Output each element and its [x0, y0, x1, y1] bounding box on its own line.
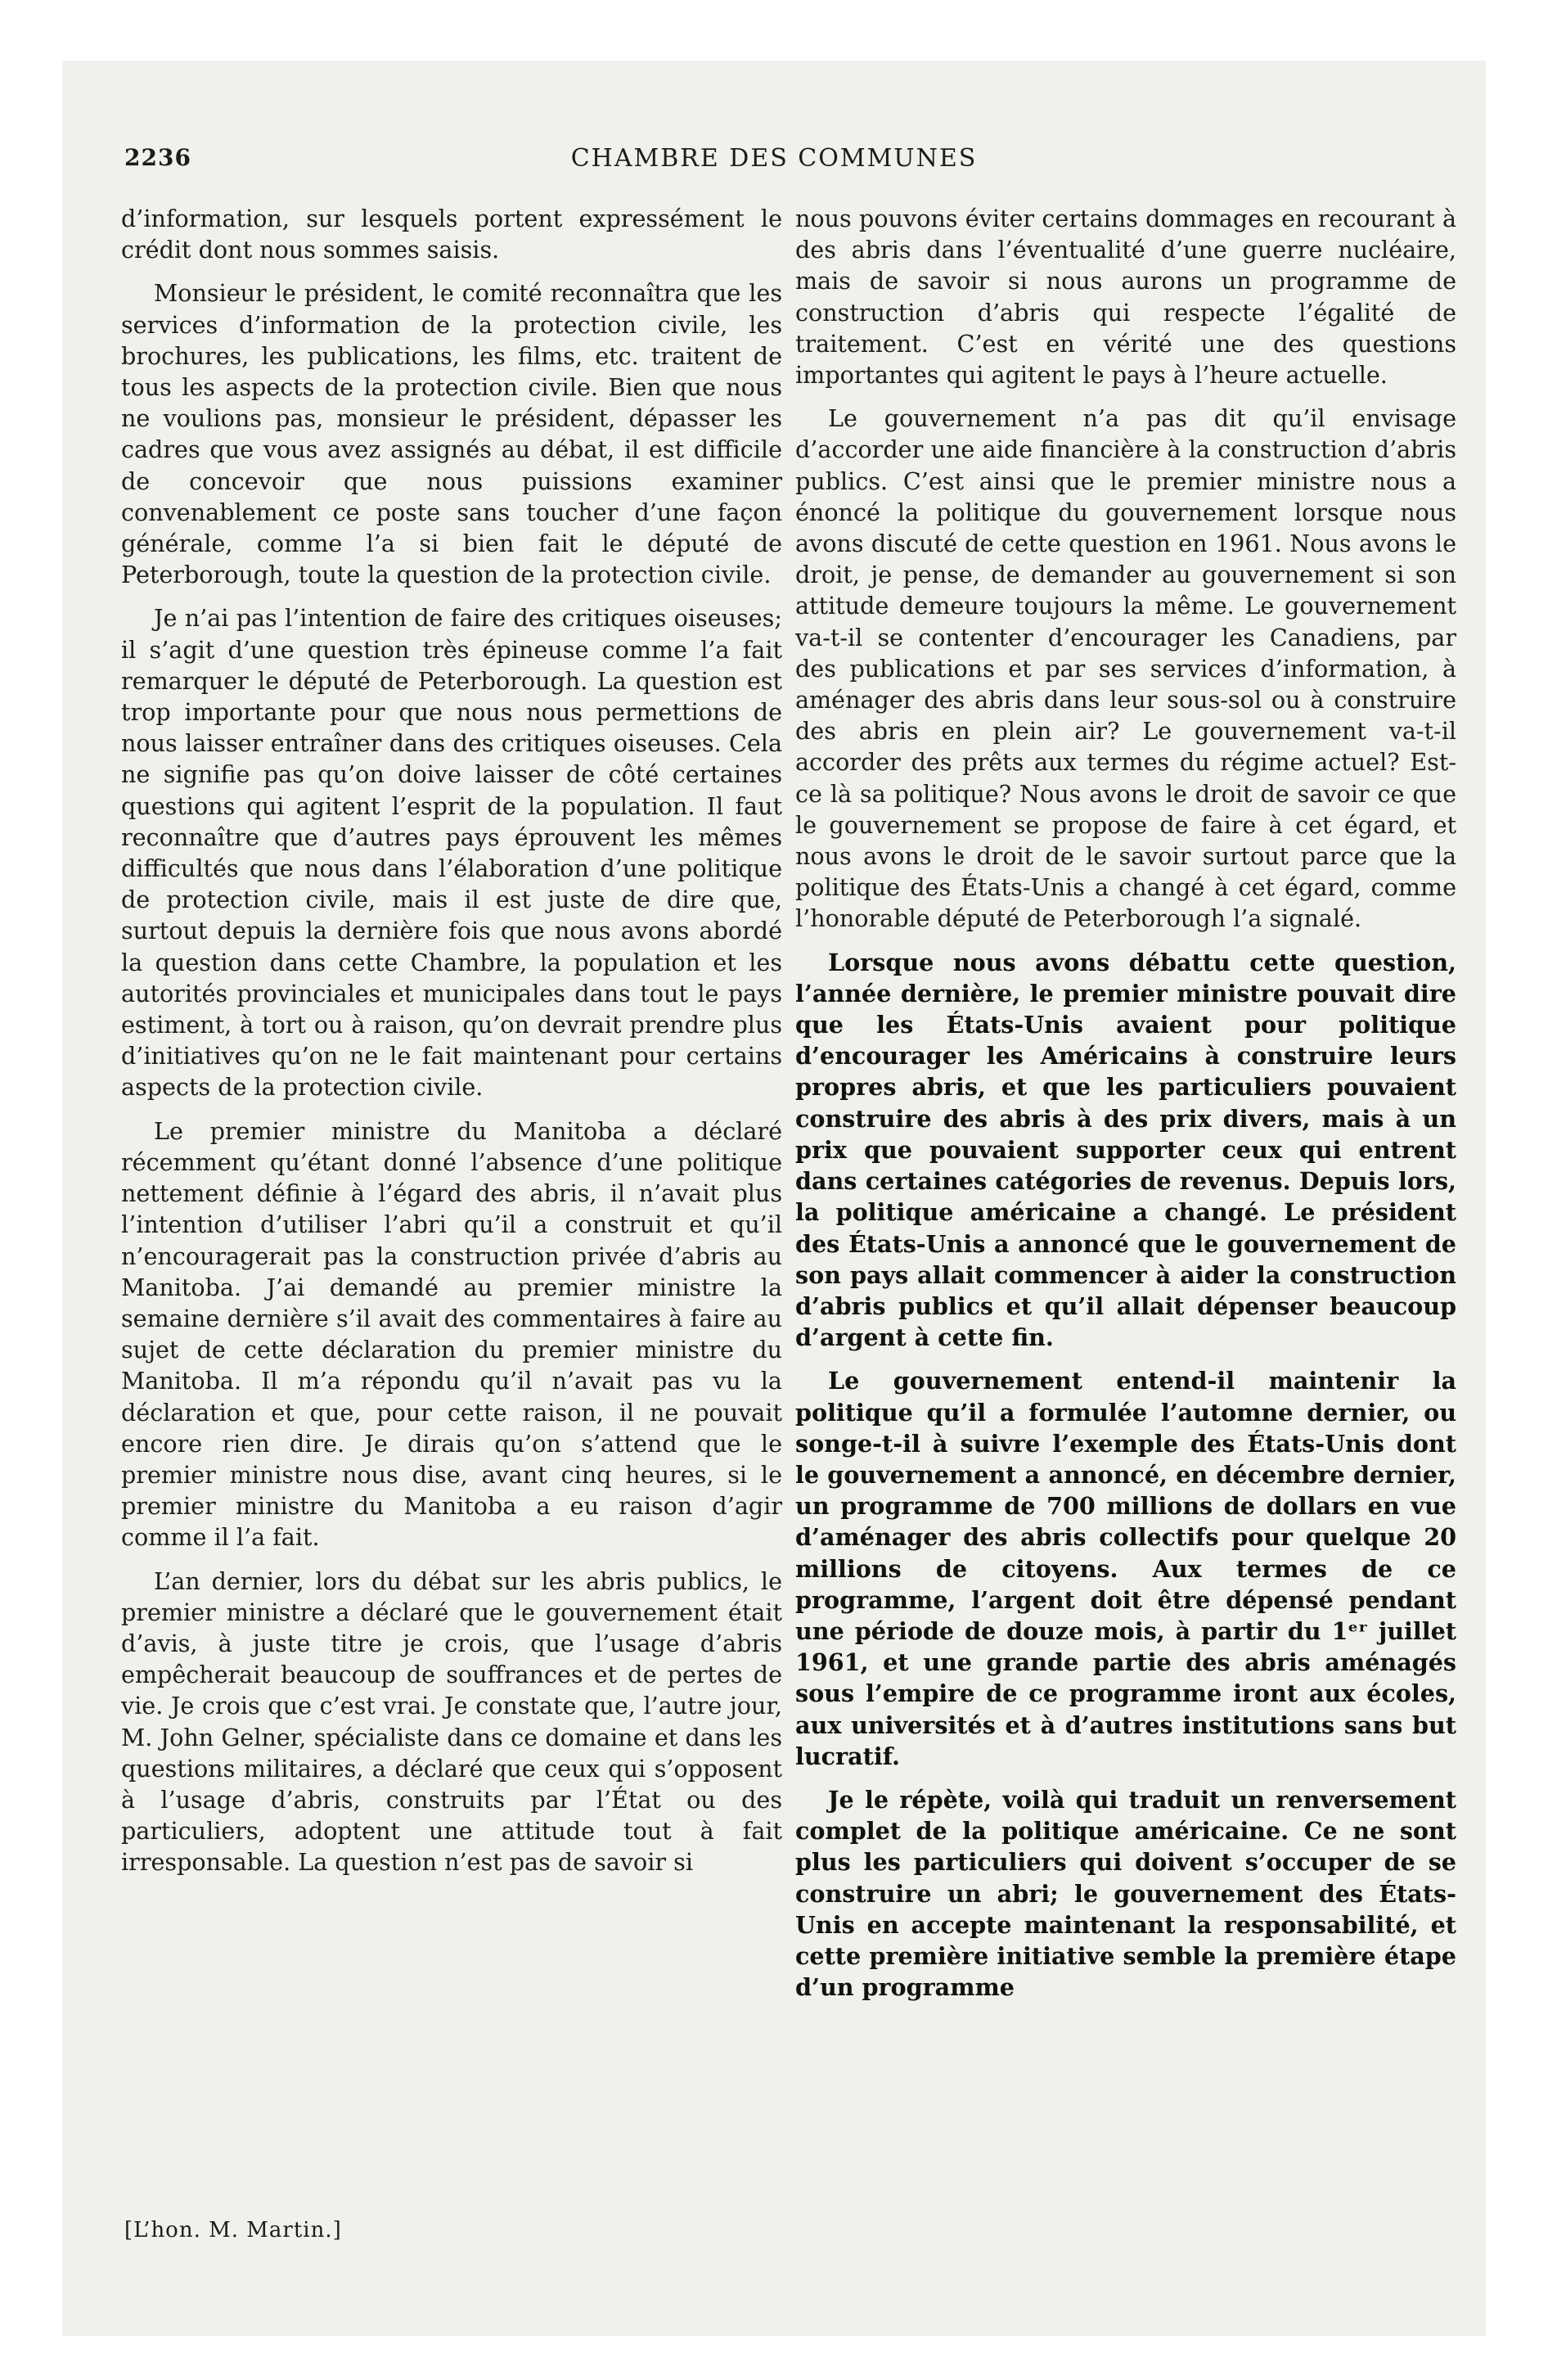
page-number: 2236 — [124, 144, 191, 171]
paragraph: Lorsque nous avons débattu cette question, l’année dernière, le premier ministre pouvait dire que les États-Unis avaient pour politique d’encourager les Américains à construire leurs propres abris, et que les particuliers pouvaient construire des abris à des prix divers, mais à un prix que pouvaient supporter ceux qui entrent dans certaines catégories de revenus. Depuis lors, la politique américaine a changé. Le président des États-Unis a annoncé que le gouvernement de son pays allait commencer à aider la construction d’abris publics et qu’il allait dépenser beaucoup d’argent à cette fin. — [795, 948, 1456, 1352]
page-header — [124, 144, 1424, 180]
paragraph: Le gouvernement entend-il maintenir la politique qu’il a formulée l’automne dernier, ou songe-t-il à suivre l’exemple des États-Unis dont le gouvernement a annoncé, en décembre dernier, un programme de 700 millions de dollars en vue d’aménager des abris collectifs pour quelque 20 millions de citoyens. Aux termes de ce programme, l’argent doit être dépensé pendant une période de douze mois, à partir du 1ᵉʳ juillet 1961, et une grande partie des abris aménagés sous l’empire de ce programme iront aux écoles, aux universités et à d’autres institutions sans but lucratif. — [795, 1367, 1456, 1770]
running-head: CHAMBRE DES COMMUNES — [570, 144, 978, 173]
paragraph: Je le répète, voilà qui traduit un renversement complet de la politique américaine. Ce ne sont plus les particuliers qui doivent s’occuper de se construire un abri; le gouvernement des États-Unis en accepte maintenant la responsabilité, et cette première initiative semble la première étape d’un programme — [795, 1785, 1456, 2002]
paragraph: Je n’ai pas l’intention de faire des critiques oiseuses; il s’agit d’une question très épineuse comme l’a fait remarquer le député de Peterborough. La question est trop importante pour que nous nous permettions de nous laisser entraîner dans des critiques oiseuses. Cela ne signifie pas qu’on doive laisser de côté certaines questions qui agitent l’esprit de la population. Il faut reconnaître que d’autres pays éprouvent les mêmes difficultés que nous dans l’élaboration d’une politique de protection civile, mais il est juste de dire que, surtout depuis la dernière fois que nous avons abordé la question dans cette Chambre, la population et les autorités provinciales et municipales dans tout le pays estiment, à tort ou à raison, qu’on devrait prendre plus d’initiatives qu’on ne le fait maintenant pour certains aspects de la protection civile. — [121, 604, 782, 1102]
paragraph: L’an dernier, lors du débat sur les abris publics, le premier ministre a déclaré que le gouvernement était d’avis, à juste titre je crois, que l’usage d’abris empêcherait beaucoup de souffrances et de pertes de vie. Je crois que c’est vrai. Je constate que, l’autre jour, M. John Gelner, spécialiste dans ce domaine et dans les questions militaires, a déclaré que ceux qui s’opposent à l’usage d’abris, construits par l’État ou des particuliers, adoptent une attitude tout à fait irresponsable. La question n’est pas de savoir si — [121, 1566, 782, 1877]
left-column — [121, 203, 782, 1891]
paragraph: d’information, sur lesquels portent expressément le crédit dont nous sommes saisis. — [121, 205, 782, 264]
right-column — [795, 203, 1456, 2015]
speaker-attribution: [L’hon. M. Martin.] — [124, 2218, 342, 2243]
paragraph: Le gouvernement n’a pas dit qu’il envisage d’accorder une aide financière à la construction d’abris publics. C’est ainsi que le premier ministre nous a énoncé la politique du gouvernement lorsque nous avons discuté de cette question en 1961. Nous avons le droit, je pense, de demander au gouvernement si son attitude demeure toujours la même. Le gouvernement va-t-il se contenter d’encourager les Canadiens, par des publications et par ses services d’information, à aménager des abris dans leur sous-sol ou à construire des abris en plein air? Le gouvernement va-t-il accorder des prêts aux termes du régime actuel? Est-ce là sa politique? Nous avons le droit de savoir ce que le gouvernement se propose de faire à cet égard, et nous avons le droit de le savoir surtout parce que la politique des États-Unis a changé à cet égard, comme l’honorable député de Peterborough l’a signalé. — [795, 404, 1456, 933]
paragraph: nous pouvons éviter certains dommages en recourant à des abris dans l’éventualité d’une guerre nucléaire, mais de savoir si nous aurons un programme de construction d’abris qui respecte l’égalité de traitement. C’est en vérité une des questions importantes qui agitent le pays à l’heure actuelle. — [795, 205, 1456, 390]
paragraph: Monsieur le président, le comité reconnaîtra que les services d’information de la protection civile, les brochures, les publications, les films, etc. traitent de tous les aspects de la protection civile. Bien que nous ne voulions pas, monsieur le président, dépasser les cadres que vous avez assignés au débat, il est difficile de concevoir que nous puissions examiner convenablement ce poste sans toucher d’une façon générale, comme l’a si bien fait le député de Peterborough, toute la question de la protection civile. — [121, 279, 782, 589]
paragraph: Le premier ministre du Manitoba a déclaré récemment qu’étant donné l’absence d’une politique nettement définie à l’égard des abris, il n’avait plus l’intention d’utiliser l’abri qu’il a construit et qu’il n’encouragerait pas la construction privée d’abris au Manitoba. J’ai demandé au premier ministre la semaine dernière s’il avait des commentaires à faire au sujet de cette déclaration du premier ministre du Manitoba. Il m’a répondu qu’il n’avait pas vu la déclaration et que, pour cette raison, il ne pouvait encore rien dire. Je dirais qu’on s’attend que le premier ministre nous dise, avant cinq heures, si le premier ministre du Manitoba a eu raison d’agir comme il l’a fait. — [121, 1116, 782, 1552]
